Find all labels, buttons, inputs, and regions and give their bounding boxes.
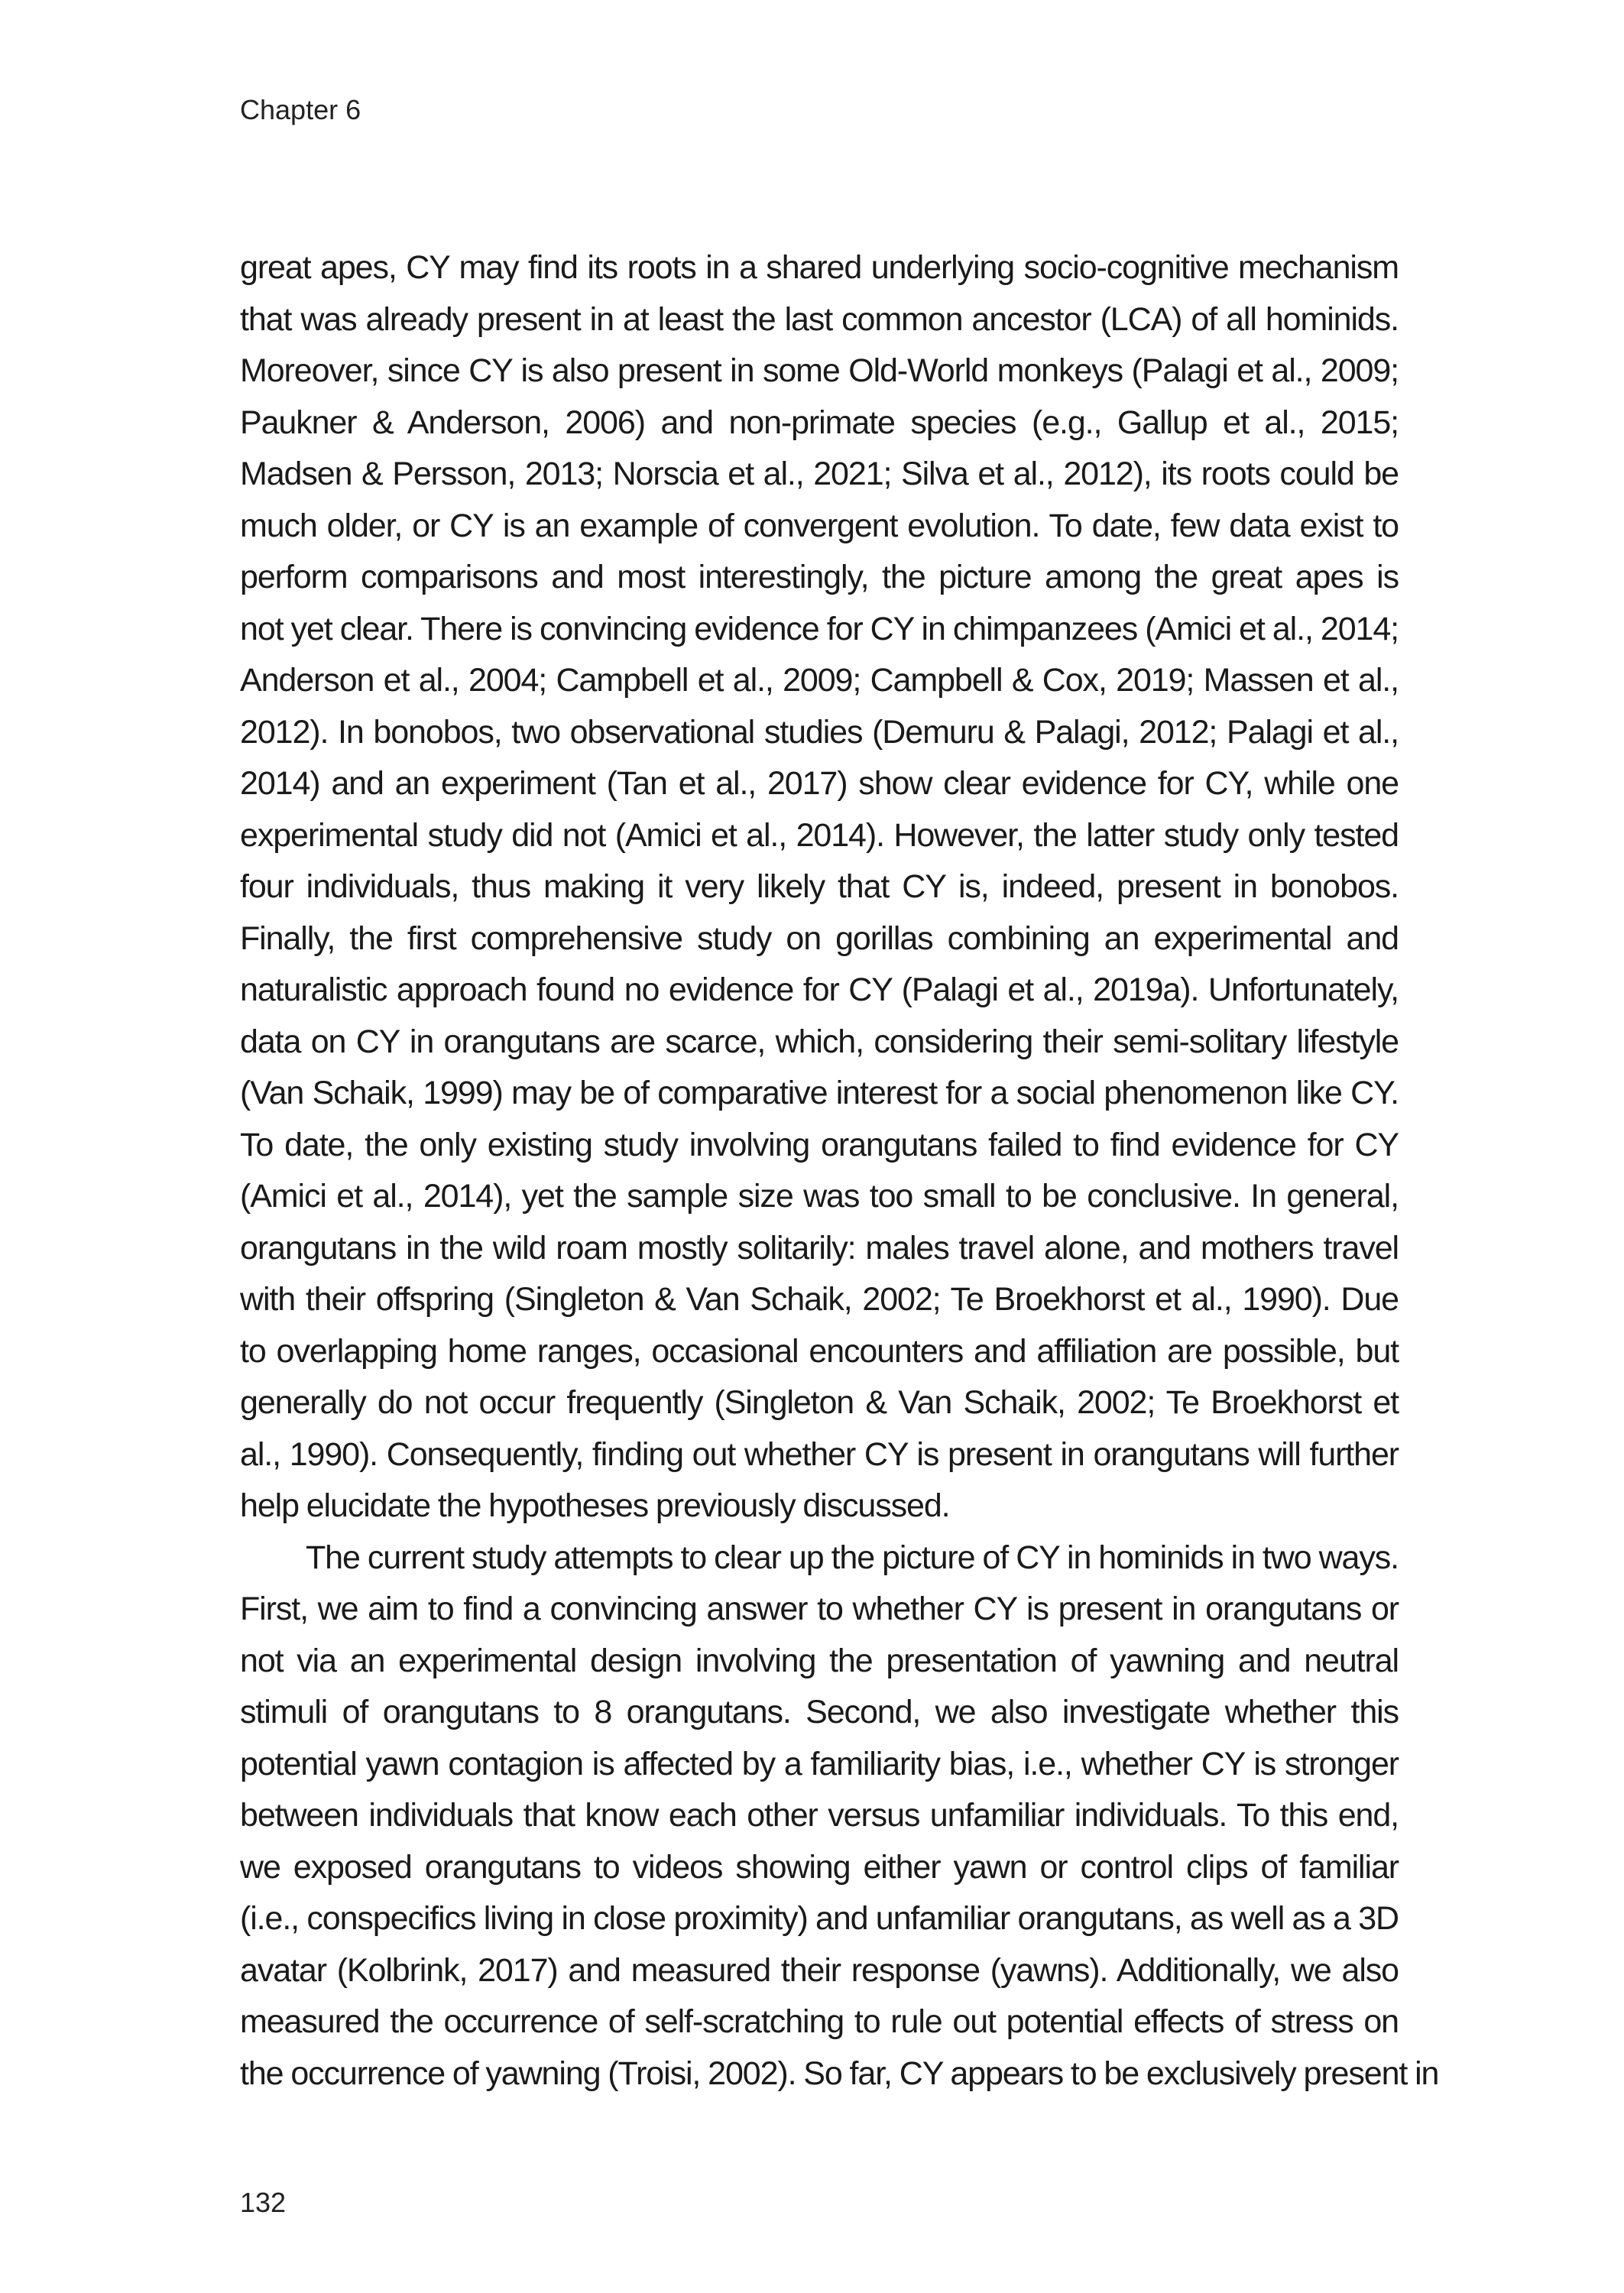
text-line: (i.e., conspecifics living in close proximity) and unfamiliar orangutans, as well as a 3D — [240, 1900, 1399, 1937]
paragraph — [240, 242, 1399, 1532]
text-line: (Van Schaik, 1999) may be of comparative interest for a social phenomenon like CY. — [240, 1075, 1399, 1111]
text-line: with their offspring (Singleton & Van Schaik, 2002; Te Broekhorst et al., 1990). Due — [240, 1281, 1399, 1318]
text-line: help elucidate the hypotheses previously discussed. — [240, 1487, 950, 1524]
text-line: measured the occurrence of self-scratching to rule out potential effects of stress on — [240, 2003, 1399, 2040]
running-head: Chapter 6 — [240, 94, 361, 125]
text-line: To date, the only existing study involving orangutans failed to find evidence for CY — [240, 1126, 1399, 1163]
text-line: orangutans in the wild roam mostly solitarily: males travel alone, and mothers travel — [240, 1229, 1399, 1267]
text-line: Anderson et al., 2004; Campbell et al., 2009; Campbell & Cox, 2019; Massen et al., — [240, 662, 1399, 699]
text-line: great apes, CY may find its roots in a shared underlying socio-cognitive mechanism — [240, 249, 1399, 286]
text-line: 2014) and an experiment (Tan et al., 2017) show clear evidence for CY, while one — [240, 765, 1399, 802]
text-line: the occurrence of yawning (Troisi, 2002). So far, CY appears to be exclusively present in — [240, 2055, 1439, 2092]
text-line: al., 1990). Consequently, finding out whether CY is present in orangutans will further — [240, 1435, 1399, 1473]
text-line: avatar (Kolbrink, 2017) and measured their response (yawns). Additionally, we also — [240, 1951, 1399, 1989]
text-line: generally do not occur frequently (Singleton & Van Schaik, 2002; Te Broekhorst et — [240, 1384, 1399, 1421]
text-line: not yet clear. There is convincing evidence for CY in chimpanzees (Amici et al., 2014; — [240, 610, 1399, 647]
paragraph — [240, 1532, 1439, 2100]
text-line: (Amici et al., 2014), yet the sample size was too small to be conclusive. In general, — [240, 1178, 1399, 1215]
text-line: 2012). In bonobos, two observational studies (Demuru & Palagi, 2012; Palagi et al., — [240, 713, 1399, 751]
text-line: much older, or CY is an example of convergent evolution. To date, few data exist to — [240, 507, 1399, 544]
text-line: experimental study did not (Amici et al., 2014). However, the latter study only tested — [240, 816, 1399, 854]
text-line: potential yawn contagion is affected by a familiarity bias, i.e., whether CY is stronger — [240, 1745, 1399, 1782]
text-line: Paukner & Anderson, 2006) and non-primate species (e.g., Gallup et al., 2015; — [240, 404, 1399, 441]
text-line: Madsen & Persson, 2013; Norscia et al., 2021; Silva et al., 2012), its roots could be — [240, 456, 1399, 492]
text-line: First, we aim to find a convincing answer to whether CY is present in orangutans or — [240, 1591, 1399, 1627]
text-line: four individuals, thus making it very likely that CY is, indeed, present in bonobos. — [240, 868, 1399, 905]
text-line: we exposed orangutans to videos showing either yawn or control clips of familiar — [240, 1848, 1399, 1886]
text-line: stimuli of orangutans to 8 orangutans. Second, we also investigate whether this — [240, 1694, 1399, 1730]
text-line: The current study attempts to clear up the picture of CY in hominids in two ways. — [306, 1539, 1399, 1576]
text-line: data on CY in orangutans are scarce, which, considering their semi-solitary lifestyle — [240, 1023, 1399, 1060]
text-line: between individuals that know each other versus unfamiliar individuals. To this end, — [240, 1797, 1399, 1834]
text-line: Moreover, since CY is also present in some Old-World monkeys (Palagi et al., 2009; — [240, 352, 1399, 389]
body-text — [240, 242, 1439, 2100]
text-line: perform comparisons and most interestingly, the picture among the great apes is — [240, 559, 1399, 595]
text-line: to overlapping home ranges, occasional encounters and affiliation are possible, but — [240, 1332, 1399, 1370]
page-number: 132 — [240, 2187, 287, 2218]
text-line: that was already present in at least the last common ancestor (LCA) of all hominids. — [240, 300, 1399, 338]
text-line: Finally, the first comprehensive study on gorillas combining an experimental and — [240, 919, 1399, 957]
text-line: not via an experimental design involving the presentation of yawning and neutral — [240, 1642, 1399, 1679]
text-line: naturalistic approach found no evidence for CY (Palagi et al., 2019a). Unfortunately, — [240, 971, 1399, 1008]
